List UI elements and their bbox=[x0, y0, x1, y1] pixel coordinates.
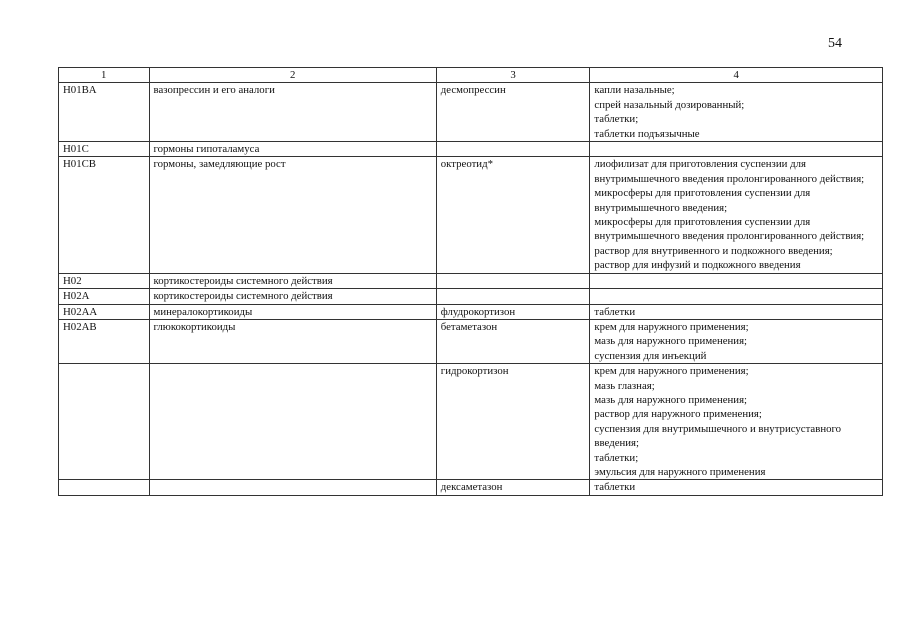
group-name-cell: глюкокортикоиды bbox=[149, 319, 436, 363]
drug-name-cell: десмопрессин bbox=[436, 83, 590, 142]
column-header: 1 bbox=[59, 68, 150, 83]
dosage-form: таблетки bbox=[594, 481, 636, 494]
dosage-form: мазь для наружного применения; bbox=[594, 393, 748, 406]
dosage-form: суспензия для инъекций bbox=[594, 349, 707, 362]
group-name-cell: гормоны гипоталамуса bbox=[149, 142, 436, 157]
column-header: 2 bbox=[149, 68, 436, 83]
atc-code-cell: H02A bbox=[59, 289, 150, 304]
drug-name-cell: дексаметазон bbox=[436, 480, 590, 495]
table-row bbox=[59, 142, 883, 157]
column-header: 4 bbox=[590, 68, 883, 83]
dosage-forms-cell bbox=[590, 304, 883, 319]
drug-name-cell: бетаметазон bbox=[436, 319, 590, 363]
atc-code-cell: H01C bbox=[59, 142, 150, 157]
header-row bbox=[59, 68, 883, 83]
group-name-cell: минералокортикоиды bbox=[149, 304, 436, 319]
table-row bbox=[59, 83, 883, 142]
dosage-forms-cell bbox=[590, 273, 883, 288]
atc-code-cell: H01CB bbox=[59, 157, 150, 273]
drug-name-cell: гидрокортизон bbox=[436, 364, 590, 480]
atc-code-cell: H02AB bbox=[59, 319, 150, 363]
column-header: 3 bbox=[436, 68, 590, 83]
dosage-form: раствор для наружного применения; bbox=[594, 408, 762, 421]
dosage-form: капли назальные; bbox=[594, 84, 675, 97]
drug-name-cell bbox=[436, 142, 590, 157]
dosage-form: мазь глазная; bbox=[594, 379, 655, 392]
table-body bbox=[59, 83, 883, 495]
table-row bbox=[59, 480, 883, 495]
table-row bbox=[59, 319, 883, 363]
dosage-forms-cell bbox=[590, 319, 883, 363]
dosage-form: микросферы для приготовления суспензии для внутримышечного введения; bbox=[594, 187, 811, 214]
atc-code-cell bbox=[59, 480, 150, 495]
atc-code-cell: H02AA bbox=[59, 304, 150, 319]
dosage-forms-cell bbox=[590, 157, 883, 273]
dosage-form: таблетки; bbox=[594, 451, 639, 464]
dosage-forms-cell bbox=[590, 364, 883, 480]
drug-name-cell: октреотид* bbox=[436, 157, 590, 273]
group-name-cell: вазопрессин и его аналоги bbox=[149, 83, 436, 142]
atc-code-cell bbox=[59, 364, 150, 480]
drug-name-cell: флудрокортизон bbox=[436, 304, 590, 319]
dosage-forms-cell bbox=[590, 289, 883, 304]
table-row bbox=[59, 289, 883, 304]
dosage-form: крем для наружного применения; bbox=[594, 365, 749, 378]
dosage-form: таблетки подъязычные bbox=[594, 127, 700, 140]
dosage-forms-cell bbox=[590, 142, 883, 157]
table-row bbox=[59, 273, 883, 288]
drug-name-cell bbox=[436, 273, 590, 288]
table-row bbox=[59, 157, 883, 273]
group-name-cell: гормоны, замедляющие рост bbox=[149, 157, 436, 273]
page-number: 54 bbox=[828, 36, 842, 51]
group-name-cell: кортикостероиды системного действия bbox=[149, 289, 436, 304]
table-row bbox=[59, 304, 883, 319]
dosage-form: раствор для инфузий и подкожного введения bbox=[594, 259, 801, 272]
table-row bbox=[59, 364, 883, 480]
group-name-cell bbox=[149, 480, 436, 495]
dosage-form: спрей назальный дозированный; bbox=[594, 98, 745, 111]
dosage-form: микросферы для приготовления суспензии для внутримышечного введения пролонгированного действия; bbox=[594, 216, 865, 243]
dosage-form: таблетки bbox=[594, 305, 636, 318]
dosage-form: раствор для внутривенного и подкожного введения; bbox=[594, 244, 833, 257]
drug-table bbox=[58, 67, 883, 496]
dosage-form: крем для наружного применения; bbox=[594, 320, 749, 333]
dosage-forms-cell bbox=[590, 83, 883, 142]
group-name-cell bbox=[149, 364, 436, 480]
dosage-form: лиофилизат для приготовления суспензии для внутримышечного введения пролонгированного действия; bbox=[594, 158, 865, 185]
drug-name-cell bbox=[436, 289, 590, 304]
dosage-form: суспензия для внутримышечного и внутрисуставного введения; bbox=[594, 422, 842, 450]
group-name-cell: кортикостероиды системного действия bbox=[149, 273, 436, 288]
dosage-form: эмульсия для наружного применения bbox=[594, 465, 766, 478]
atc-code-cell: H01BA bbox=[59, 83, 150, 142]
atc-code-cell: H02 bbox=[59, 273, 150, 288]
dosage-forms-cell bbox=[590, 480, 883, 495]
dosage-form: мазь для наружного применения; bbox=[594, 335, 748, 348]
dosage-form: таблетки; bbox=[594, 113, 639, 126]
